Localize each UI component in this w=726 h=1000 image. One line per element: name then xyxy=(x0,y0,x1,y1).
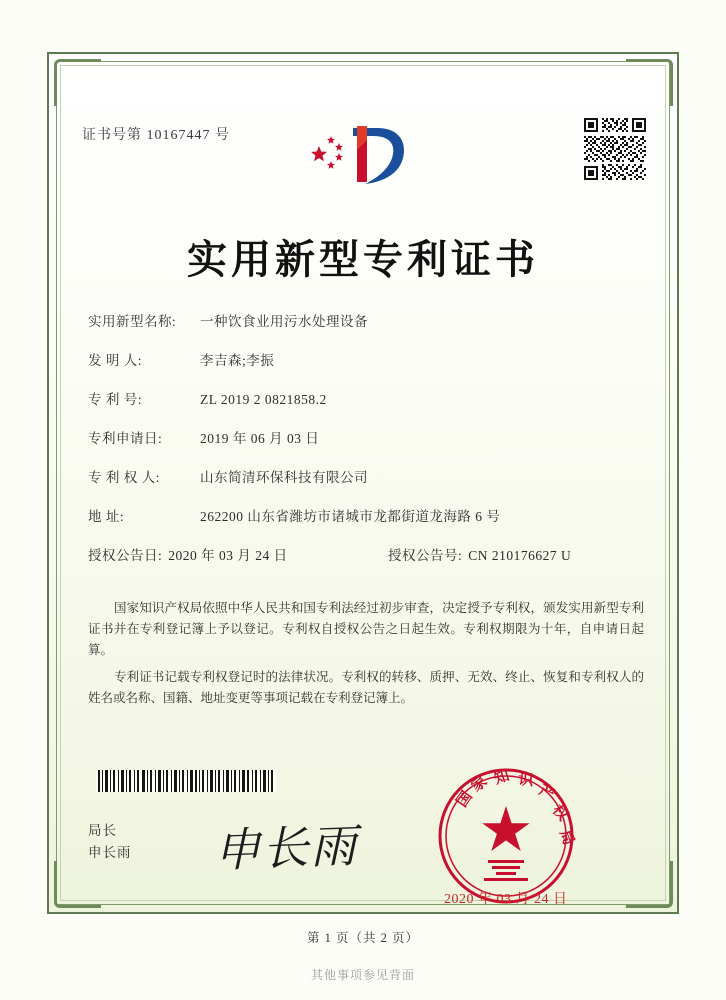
field-inventor xyxy=(88,349,648,369)
corner-ornament-top-right xyxy=(626,59,673,106)
field-label: 授权公告号: xyxy=(388,548,463,563)
signature-name: 申长雨 xyxy=(88,845,132,860)
field-address xyxy=(88,505,648,525)
field-utility-model-name xyxy=(88,310,648,330)
field-label: 专利申请日: xyxy=(88,431,163,446)
field-announce-number xyxy=(388,544,571,564)
field-label: 实用新型名称: xyxy=(88,314,177,329)
page-indicator: 第 1 页（共 2 页） xyxy=(306,931,419,945)
corner-ornament-top-left xyxy=(54,59,101,106)
svg-text:识: 识 xyxy=(517,770,535,790)
cnipa-logo-icon xyxy=(307,120,419,192)
svg-text:知: 知 xyxy=(491,766,512,788)
legal-paragraph-2: 专利证书记载专利权登记时的法律状况。专利权的转移、质押、无效、终止、恢复和专利权人的姓名或名称、国籍、地址变更等事项记载在专利登记簿上。 xyxy=(88,670,644,705)
field-label: 授权公告日: xyxy=(88,548,163,563)
corner-ornament-bottom-right xyxy=(626,861,673,908)
bottom-note: 其他事项参见背面 xyxy=(310,968,415,982)
field-announce-date xyxy=(88,544,388,564)
field-value: 262200 山东省潍坊市诸城市龙都街道龙海路 6 号 xyxy=(200,509,501,524)
svg-text:权: 权 xyxy=(548,801,573,825)
legal-paragraph-1: 国家知识产权局依照中华人民共和国专利法经过初步审查，决定授予专利权，颁发实用新型专利证书并在专利登记簿上予以登记。专利权自授权公告之日起生效。专利权期限为十年，自申请日起算。 xyxy=(88,601,644,657)
handwritten-signature: 申长雨 xyxy=(213,818,360,878)
field-application-date xyxy=(88,427,648,447)
corner-ornament-bottom-left xyxy=(54,861,101,908)
field-list xyxy=(88,310,648,578)
seal-date: 2020 年 03 月 24 日 xyxy=(444,892,568,907)
field-label: 地 址: xyxy=(88,509,125,524)
field-value: CN 210176627 U xyxy=(468,548,572,563)
page-title: 实用新型专利证书 xyxy=(187,237,539,283)
barcode-icon xyxy=(96,770,276,792)
field-value: 一种饮食业用污水处理设备 xyxy=(200,314,368,329)
field-value: 2020 年 03 月 24 日 xyxy=(168,548,288,563)
field-patentee xyxy=(88,466,648,486)
certificate-number: 证书号第 10167447 号 xyxy=(82,128,230,143)
legal-text xyxy=(88,598,644,715)
signature-block xyxy=(88,820,132,864)
svg-text:家: 家 xyxy=(467,771,491,796)
field-label: 专 利 号: xyxy=(88,392,143,407)
svg-text:局: 局 xyxy=(556,827,579,848)
svg-text:国: 国 xyxy=(452,787,476,811)
field-value: 李吉森;李振 xyxy=(200,353,275,368)
field-grant-row xyxy=(88,544,648,564)
svg-text:产: 产 xyxy=(536,780,558,804)
qr-code-icon xyxy=(584,118,646,180)
field-label: 发 明 人: xyxy=(88,353,143,368)
field-value: ZL 2019 2 0821858.2 xyxy=(200,392,327,407)
field-value: 2019 年 06 月 03 日 xyxy=(200,431,320,446)
field-value: 山东简清环保科技有限公司 xyxy=(200,470,368,485)
signature-title: 局长 xyxy=(88,823,117,838)
field-label: 专 利 权 人: xyxy=(88,470,160,485)
field-patent-number xyxy=(88,388,648,408)
